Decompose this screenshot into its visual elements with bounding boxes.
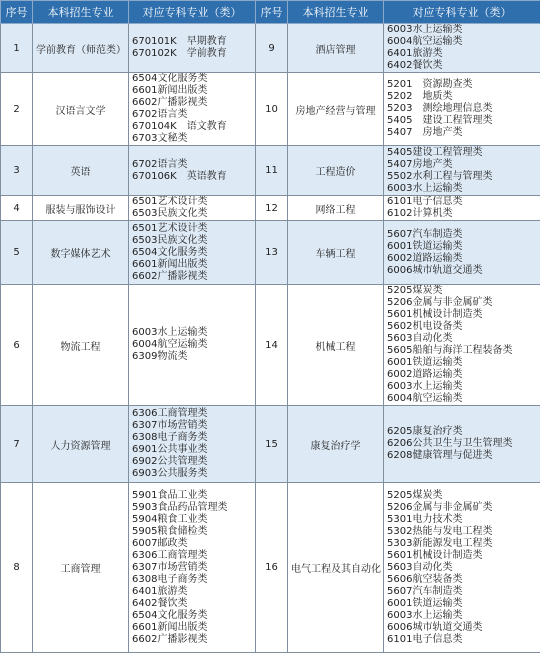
vocational-major-item: 5603自动化类: [387, 561, 453, 573]
vocational-major-item: 5205煤炭类: [387, 489, 443, 501]
table-row: [1, 483, 540, 653]
vocational-majors-cell: [129, 24, 256, 73]
vocational-major-item: 5605船舶与海洋工程装备类: [387, 345, 513, 356]
vocational-major-item: 5405 建设工程管理类: [387, 115, 493, 126]
table-row: [1, 196, 540, 221]
seq-cell: 11: [256, 146, 288, 196]
vocational-majors-cell: [384, 483, 540, 653]
vocational-major-item: 6001铁道运输类: [387, 240, 463, 252]
vocational-major-item: 6501艺术设计类: [132, 196, 208, 207]
vocational-major-item: 5201 资源勘查类: [387, 79, 473, 90]
table-row: [1, 146, 540, 196]
seq-cell: 8: [1, 483, 33, 653]
undergrad-major-cell: 酒店管理: [288, 24, 384, 73]
vocational-major-item: 5905粮食储检类: [132, 525, 208, 537]
vocational-major-item: 6306工商管理类: [132, 549, 208, 561]
vocational-major-item: 6307市场营销类: [132, 420, 208, 431]
vocational-major-item: 6101电子信息类: [387, 196, 463, 207]
vocational-major-item: 5602机电设备类: [387, 321, 463, 332]
vocational-major-item: 6002道路运输类: [387, 369, 463, 380]
vocational-major-item: 6003水上运输类: [387, 24, 463, 35]
vocational-major-item: 5206金属与非金属矿类: [387, 297, 493, 308]
vocational-major-item: 6002道路运输类: [387, 252, 463, 264]
undergrad-major-cell: 工商管理: [33, 483, 129, 653]
vocational-major-item: 670101K 早期教育: [132, 36, 227, 47]
vocational-major-item: 6602广播影视类: [132, 270, 208, 282]
vocational-major-item: 6308电子商务类: [132, 432, 208, 443]
vocational-major-item: 6402餐饮类: [387, 60, 443, 71]
vocational-major-item: 6004航空运输类: [387, 393, 463, 404]
vocational-major-item: 5901食品工业类: [132, 489, 208, 501]
seq-cell: 12: [256, 196, 288, 221]
seq-cell: 2: [1, 73, 33, 146]
vocational-major-item: 6601新闻出版类: [132, 85, 208, 96]
undergrad-major-cell: 网络工程: [288, 196, 384, 221]
vocational-majors-cell: [129, 221, 256, 285]
vocational-major-item: 6503民族文化类: [132, 208, 208, 219]
vocational-major-item: 5502水利工程与管理类: [387, 170, 493, 182]
undergrad-major-cell: 机械工程: [288, 285, 384, 406]
vocational-major-item: 5301电力技术类: [387, 513, 463, 525]
table-row: [1, 406, 540, 483]
vocational-majors-cell: [129, 285, 256, 406]
vocational-major-item: 5407房地产类: [387, 158, 453, 170]
vocational-major-item: 5405建设工程管理类: [387, 146, 483, 158]
vocational-major-item: 6504文化服务类: [132, 73, 208, 84]
vocational-major-item: 6003水上运输类: [387, 381, 463, 392]
undergrad-major-cell: 汉语言文学: [33, 73, 129, 146]
vocational-majors-cell: [384, 196, 540, 221]
vocational-major-item: 6001铁道运输类: [387, 357, 463, 368]
vocational-majors-cell: [384, 406, 540, 483]
undergrad-major-cell: 房地产经营与管理: [288, 73, 384, 146]
seq-cell: 3: [1, 146, 33, 196]
table-row: [1, 285, 540, 406]
vocational-major-item: 6004航空运输类: [132, 339, 208, 350]
seq-cell: 10: [256, 73, 288, 146]
vocational-major-item: 670104K 语文教育: [132, 121, 227, 132]
vocational-majors-cell: [384, 221, 540, 285]
undergrad-major-cell: 数字媒体艺术: [33, 221, 129, 285]
vocational-major-item: 6102计算机类: [387, 208, 453, 219]
undergrad-major-cell: 电气工程及其自动化: [288, 483, 384, 653]
undergrad-major-header: 本科招生专业: [33, 1, 129, 24]
undergrad-major-cell: 服装与服饰设计: [33, 196, 129, 221]
vocational-major-item: 6208健康管理与促进类: [387, 450, 493, 461]
seq-cell: 1: [1, 24, 33, 73]
vocational-major-item: 5303新能源发电工程类: [387, 537, 493, 549]
undergrad-major-cell: 康复治疗学: [288, 406, 384, 483]
vocational-majors-cell: [129, 146, 256, 196]
vocational-majors-cell: [384, 24, 540, 73]
vocational-major-item: 6206公共卫生与卫生管理类: [387, 438, 513, 449]
vocational-major-item: 5607汽车制造类: [387, 585, 463, 597]
vocational-major-item: 6402餐饮类: [132, 597, 188, 609]
seq-cell: 4: [1, 196, 33, 221]
seq-cell: 13: [256, 221, 288, 285]
vocational-major-item: 6602广播影视类: [132, 633, 208, 645]
header-row: [1, 1, 540, 24]
vocational-major-item: 5202 地质类: [387, 91, 453, 102]
vocational-major-item: 6003水上运输类: [132, 327, 208, 338]
vocational-majors-cell: [129, 406, 256, 483]
undergrad-major-cell: 物流工程: [33, 285, 129, 406]
vocational-major-item: 6309物流类: [132, 351, 188, 362]
vocational-major-item: 5203 测绘地理信息类: [387, 103, 493, 114]
vocational-major-item: 5302热能与发电工程类: [387, 525, 493, 537]
vocational-major-item: 5206金属与非金属矿类: [387, 501, 493, 513]
vocational-major-item: 6702语言类: [132, 158, 188, 170]
vocational-major-item: 6902公共管理类: [132, 456, 208, 467]
vocational-major-item: 6601新闻出版类: [132, 621, 208, 633]
seq-cell: 6: [1, 285, 33, 406]
vocational-major-item: 6205康复治疗类: [387, 426, 463, 437]
vocational-major-item: 5407 房地产类: [387, 127, 463, 138]
vocational-major-item: 6003水上运输类: [387, 609, 463, 621]
vocational-major-item: 6601新闻出版类: [132, 258, 208, 270]
vocational-major-item: 6401旅游类: [132, 585, 188, 597]
vocational-major-item: 5904粮食工业类: [132, 513, 208, 525]
undergrad-major-cell: 英语: [33, 146, 129, 196]
vocational-major-item: 6308电子商务类: [132, 573, 208, 585]
vocational-major-item: 6501艺术设计类: [132, 222, 208, 234]
vocational-major-item: 5601机械设计制造类: [387, 309, 483, 320]
vocational-major-item: 6306工商管理类: [132, 408, 208, 419]
vocational-majors-cell: [129, 483, 256, 653]
table-row: [1, 73, 540, 146]
vocational-major-item: 6702语言类: [132, 109, 188, 120]
vocational-major-item: 6504文化服务类: [132, 246, 208, 258]
vocational-major-header: 对应专科专业（类）: [129, 1, 256, 24]
undergrad-major-cell: 学前教育（师范类）: [33, 24, 129, 73]
vocational-major-item: 6401旅游类: [387, 48, 443, 59]
vocational-major-item: 5607汽车制造类: [387, 228, 463, 240]
vocational-majors-cell: [129, 73, 256, 146]
vocational-major-item: 6703文秘类: [132, 133, 188, 144]
undergrad-major-header: 本科招生专业: [288, 1, 384, 24]
vocational-major-item: 6503民族文化类: [132, 234, 208, 246]
seq-cell: 15: [256, 406, 288, 483]
vocational-majors-cell: [384, 146, 540, 196]
vocational-major-item: 6504文化服务类: [132, 609, 208, 621]
vocational-major-item: 6001铁道运输类: [387, 597, 463, 609]
vocational-major-item: 6903公共服务类: [132, 468, 208, 479]
vocational-major-header: 对应专科专业（类）: [384, 1, 540, 24]
seq-header: 序号: [256, 1, 288, 24]
seq-cell: 9: [256, 24, 288, 73]
vocational-major-item: 5606航空装备类: [387, 573, 463, 585]
vocational-major-item: 670106K 英语教育: [132, 170, 227, 182]
vocational-major-item: 5603自动化类: [387, 333, 453, 344]
seq-cell: 16: [256, 483, 288, 653]
table-row: [1, 221, 540, 285]
vocational-major-item: 5205煤炭类: [387, 285, 443, 296]
vocational-major-item: 5601机械设计制造类: [387, 549, 483, 561]
undergrad-major-cell: 工程造价: [288, 146, 384, 196]
vocational-major-item: 6901公共事业类: [132, 444, 208, 455]
undergrad-major-cell: 人力资源管理: [33, 406, 129, 483]
vocational-majors-cell: [384, 73, 540, 146]
vocational-major-item: 6307市场营销类: [132, 561, 208, 573]
undergrad-major-cell: 车辆工程: [288, 221, 384, 285]
vocational-major-item: 670102K 学前教育: [132, 48, 227, 59]
vocational-majors-cell: [384, 285, 540, 406]
vocational-major-item: 6004航空运输类: [387, 36, 463, 47]
vocational-major-item: 5903食品药品管理类: [132, 501, 228, 513]
table-row: [1, 24, 540, 73]
seq-cell: 14: [256, 285, 288, 406]
vocational-major-item: 6101电子信息类: [387, 633, 463, 645]
vocational-major-item: 6003水上运输类: [387, 182, 463, 194]
vocational-majors-cell: [129, 196, 256, 221]
vocational-major-item: 6006城市轨道交通类: [387, 621, 483, 633]
seq-header: 序号: [1, 1, 33, 24]
seq-cell: 5: [1, 221, 33, 285]
vocational-major-item: 6602广播影视类: [132, 97, 208, 108]
vocational-major-item: 6007邮政类: [132, 537, 188, 549]
seq-cell: 7: [1, 406, 33, 483]
vocational-major-item: 6006城市轨道交通类: [387, 264, 483, 276]
